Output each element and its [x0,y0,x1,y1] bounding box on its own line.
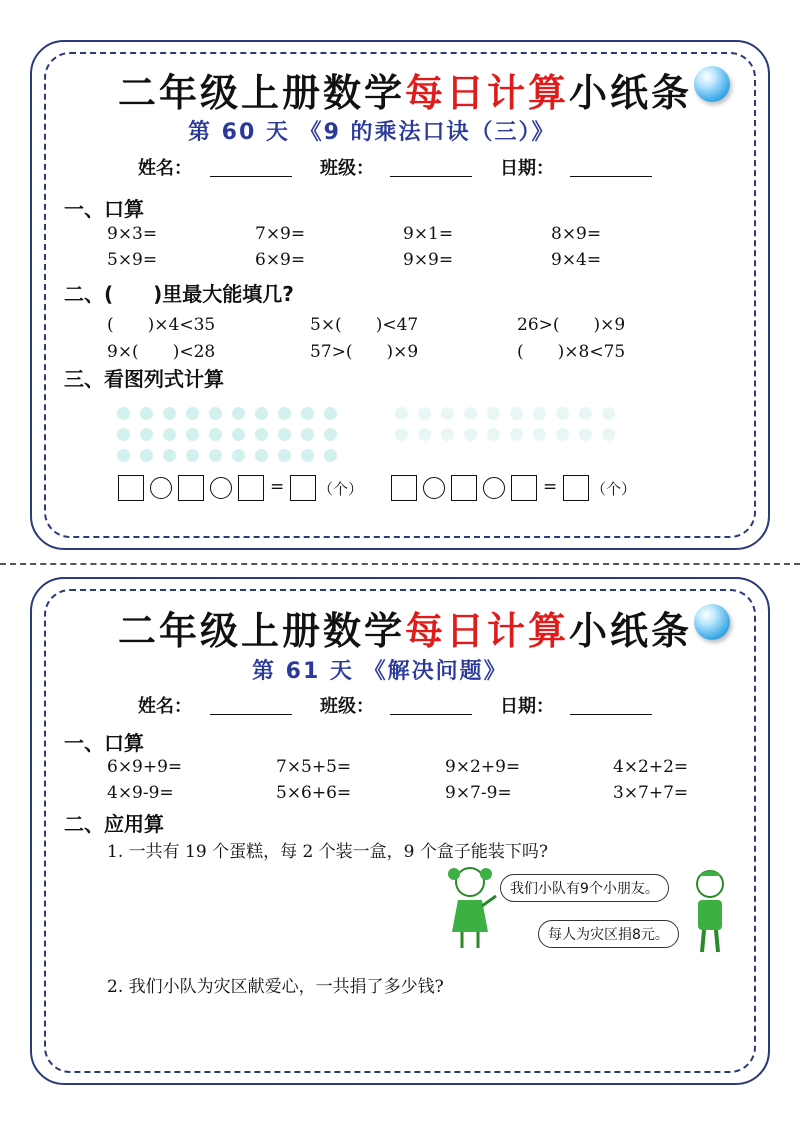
date-label: 日期： [500,158,554,179]
unit-label: （个） [318,480,364,498]
faded-dots-picture-right [390,405,650,447]
answer-box[interactable] [290,475,316,501]
section-max-fill: 二、( )里最大能填几? [64,282,294,306]
problem: 9×4= [551,250,602,270]
section-oral-calc: 一、口算 [64,197,144,221]
blue-ball-icon [694,604,730,640]
faded-dots-picture-left [112,405,372,468]
girl-character-illustration [440,862,500,952]
date-label: 日期： [500,696,554,717]
class-field[interactable] [390,714,472,715]
problem: 9×9= [403,250,454,270]
equals-sign: = [270,477,285,497]
problem: 7×5+5= [276,757,352,777]
unit-label: （个） [591,480,637,498]
operator-circle[interactable] [483,477,505,499]
speech-bubble-1: 我们小队有9个小朋友。 [500,874,669,902]
problem: 5×( )<47 [310,315,419,335]
problem: 3×7+7= [613,783,689,803]
sheet1-subtitle: 第 60 天 《9 的乘法口诀（三）》 [188,120,556,145]
problem: 6×9+9= [107,757,183,777]
speech-bubble-2: 每人为灾区捐8元。 [538,920,679,948]
date-field[interactable] [570,176,652,177]
answer-box[interactable] [238,475,264,501]
problem: 26>( )×9 [517,315,626,335]
answer-box[interactable] [118,475,144,501]
name-field[interactable] [210,714,292,715]
problem: 8×9= [551,224,602,244]
section-picture-calc: 三、看图列式计算 [64,367,224,391]
problem: 6×9= [255,250,306,270]
sheet2-subtitle: 第 61 天 《解决问题》 [252,659,508,684]
problem: 5×6+6= [276,783,352,803]
section-word-problems: 二、应用算 [64,812,164,836]
operator-circle[interactable] [150,477,172,499]
operator-circle[interactable] [210,477,232,499]
section-oral-calc: 一、口算 [64,731,144,755]
question-2: 2. 我们小队为灾区献爱心，一共捐了多少钱? [107,977,444,997]
class-label: 班级： [320,696,374,717]
boy-character-illustration [686,866,734,956]
problem: 57>( )×9 [310,342,419,362]
problem: ( )×8<75 [517,342,626,362]
date-field[interactable] [570,714,652,715]
answer-box[interactable] [451,475,477,501]
sheet1-title: 二年级上册数学每日计算小纸条 [118,71,693,115]
problem: 9×2+9= [445,757,521,777]
answer-box[interactable] [563,475,589,501]
class-field[interactable] [390,176,472,177]
problem: 9×( )<28 [107,342,216,362]
sheet2-title: 二年级上册数学每日计算小纸条 [118,609,693,653]
problem: 7×9= [255,224,306,244]
problem: 9×1= [403,224,454,244]
answer-box[interactable] [178,475,204,501]
problem: ( )×4<35 [107,315,216,335]
question-1: 1. 一共有 19 个蛋糕，每 2 个装一盒，9 个盒子能装下吗? [107,842,549,862]
answer-box[interactable] [511,475,537,501]
name-label: 姓名： [138,158,192,179]
equals-sign: = [543,477,558,497]
operator-circle[interactable] [423,477,445,499]
problem: 5×9= [107,250,158,270]
problem: 9×7-9= [445,783,512,803]
name-field[interactable] [210,176,292,177]
blue-ball-icon [694,66,730,102]
problem: 4×2+2= [613,757,689,777]
cut-line [0,563,800,565]
problem: 9×3= [107,224,158,244]
answer-box[interactable] [391,475,417,501]
class-label: 班级： [320,158,374,179]
name-label: 姓名： [138,696,192,717]
problem: 4×9-9= [107,783,174,803]
